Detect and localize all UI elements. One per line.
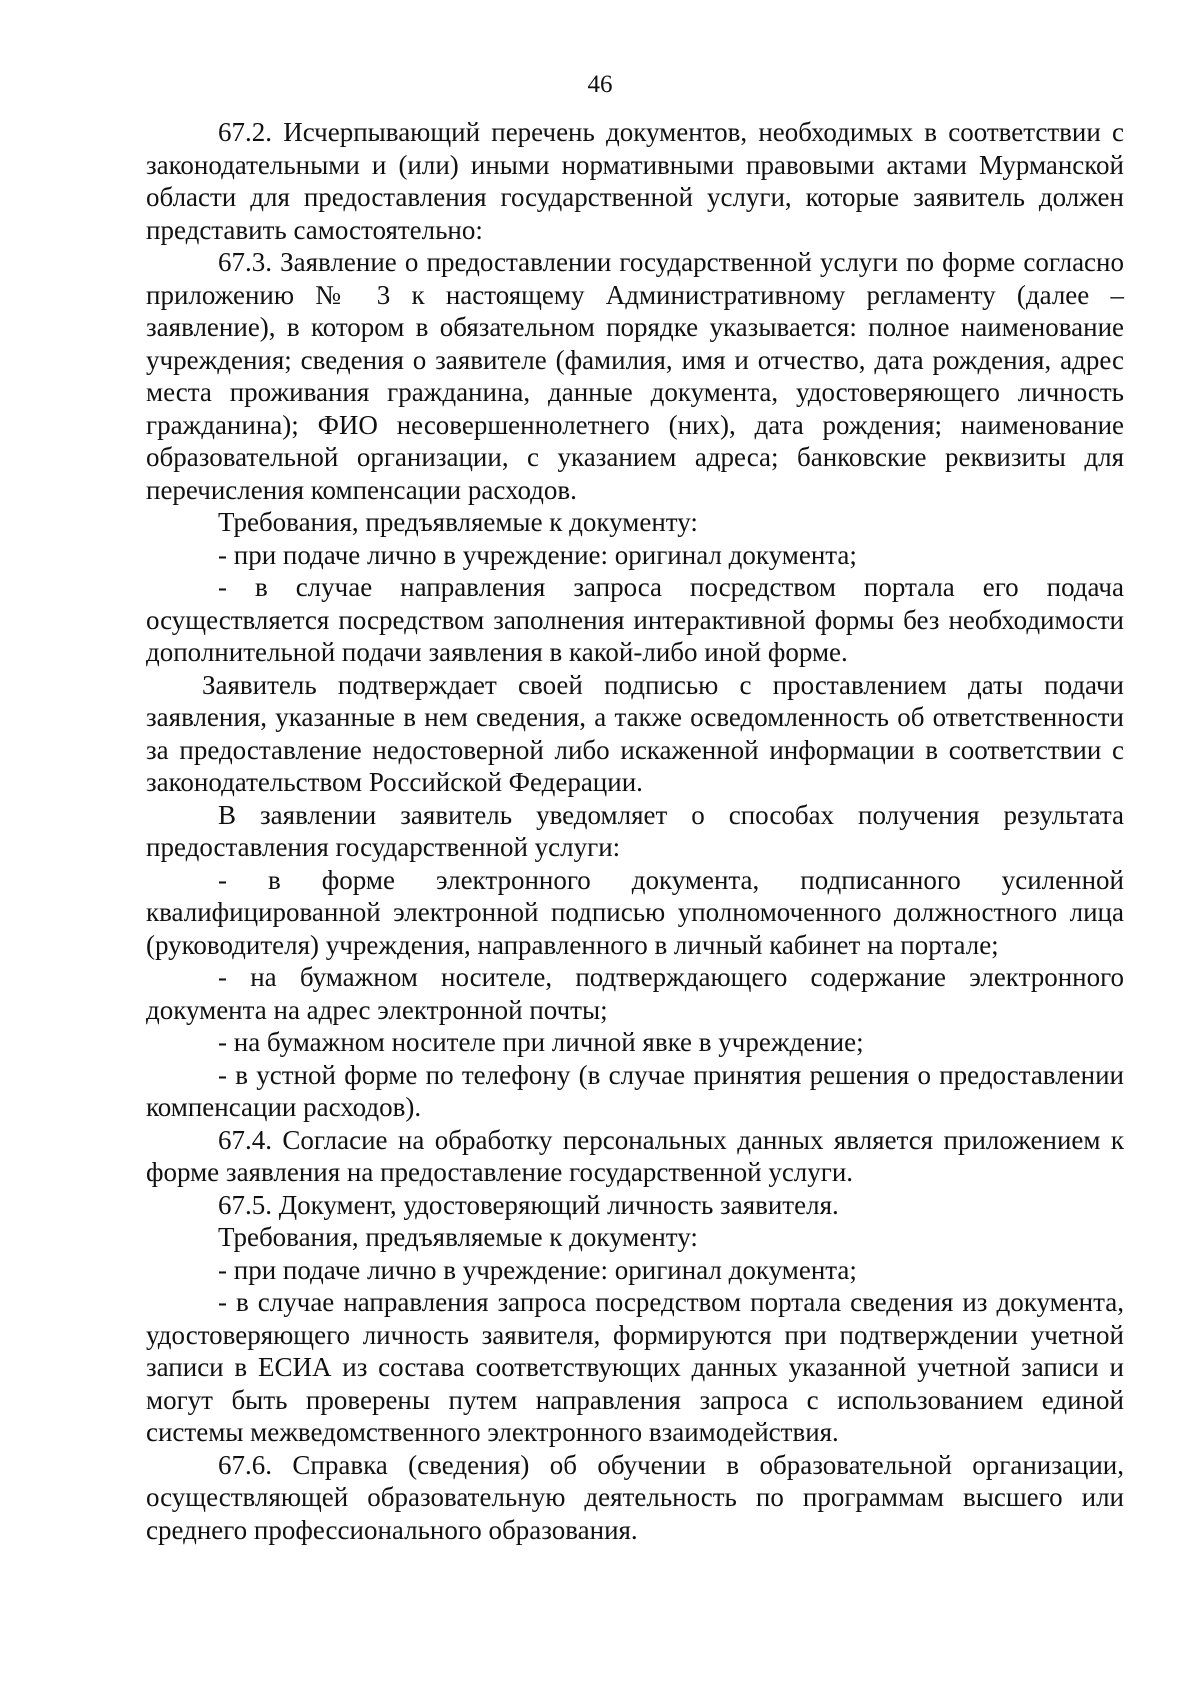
list-item-in-person-2: - при подаче лично в учреждение: оригинал документа; [218, 1254, 857, 1285]
list-item-electronic-document: - в форме электронного документа, подписанного усиленной квалифицированной электронной подписью уполномоченного должностного лица (руководителя) учреждения, направленного в личный кабинет на портале; [146, 864, 1124, 960]
list-item-portal-request: - в случае направления запроса посредством портала его подача осуществляется посредством заполнения интерактивной формы без необходимости дополнительной подачи заявления в какой-либо иной форме. [146, 572, 1124, 667]
list-item-phone: - в устной форме по телефону (в случае принятия решения о предоставлении компенсации расходов). [146, 1059, 1124, 1122]
paragraph-67-3: 67.3. Заявление о предоставлении государственной услуги по форме согласно приложению № 3 к настоящему Административному регламенту (далее – заявление), в котором в обязательном порядке указывается: полное наименование учреждения; сведения о заявителе (фамилия, имя и отчество, дата рождения, адрес места проживания гражданина, данные документа, удостоверяющего личность гражданина); ФИО несовершеннолетнего (них), дата рождения; наименование образовательной организации, с указанием адреса; банковские реквизиты для перечисления компенсации расходов. [146, 247, 1124, 505]
list-item-paper-email: - на бумажном носителе, подтверждающего содержание электронного документа на адрес электронной почты; [146, 962, 1124, 1025]
document-body [146, 116, 1124, 1546]
paragraph-notification-methods: В заявлении заявитель уведомляет о способах получения результата предоставления государственной услуги: [146, 799, 1124, 862]
paragraph-requirements-heading-2: Требования, предъявляемые к документу: [218, 1222, 698, 1252]
list-item-paper-in-person: - на бумажном носителе при личной явке в учреждение; [218, 1027, 864, 1057]
paragraph-67-2: 67.2. Исчерпывающий перечень документов, необходимых в соответствии с законодательными и (или) иными нормативными правовыми актами Мурманской области для предоставления государственной услуги, которые заявитель должен представить самостоятельно: [146, 117, 1124, 245]
paragraph-67-4: 67.4. Согласие на обработку персональных данных является приложением к форме заявления на предоставление государственной услуги. [146, 1124, 1124, 1187]
paragraph-applicant-confirms: Заявитель подтверждает своей подписью с проставлением даты подачи заявления, указанные в нем сведения, а также осведомленность об ответственности за предоставление недостоверной либо искаженной информации в соответствии с законодательством Российской Федерации. [146, 669, 1124, 797]
paragraph-67-5: 67.5. Документ, удостоверяющий личность заявителя. [218, 1189, 839, 1220]
list-item-in-person: - при подаче лично в учреждение: оригинал документа; [218, 539, 857, 570]
paragraph-67-6: 67.6. Справка (сведения) об обучении в образовательной организации, осуществляющей образовательную деятельность по программам высшего или среднего профессионального образования. [146, 1449, 1124, 1545]
page-number: 46 [587, 71, 613, 98]
paragraph-requirements-heading: Требования, предъявляемые к документу: [218, 507, 698, 537]
list-item-portal-esia: - в случае направления запроса посредством портала сведения из документа, удостоверяющего личность заявителя, формируются при подтверждении учетной записи в ЕСИА из состава соответствующих данных указанной учетной записи и могут быть проверены путем направления запроса с использованием единой системы межведомственного электронного взаимодействия. [146, 1287, 1124, 1447]
